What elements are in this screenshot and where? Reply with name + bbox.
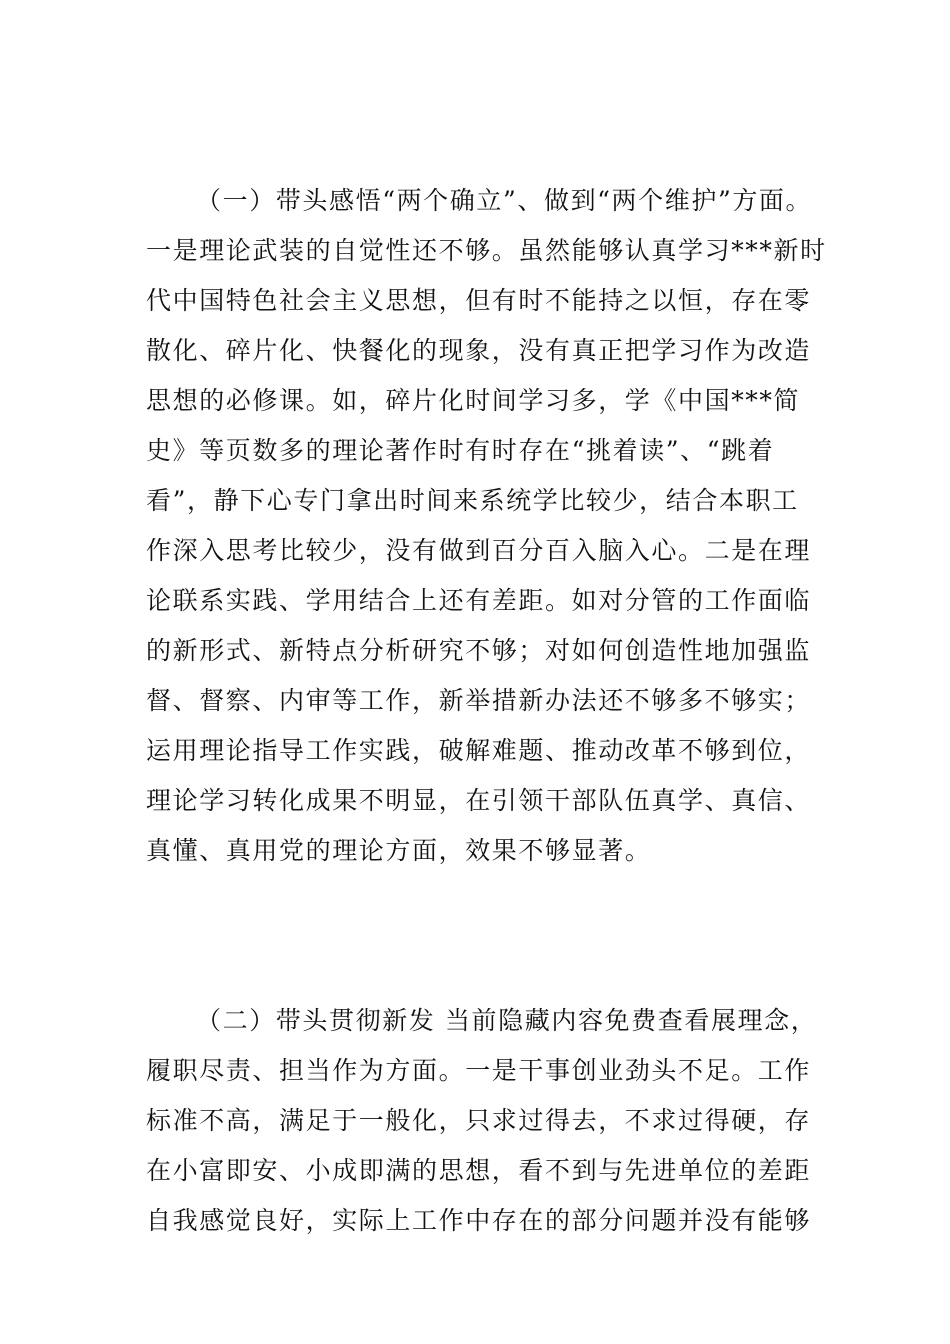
section-2-heading-line: （二）带头贯彻新发 当前隐藏内容免费查看展理念，	[196, 1006, 818, 1035]
paragraph-line: 散化、碎片化、快餐化的现象，没有真正把学习作为改造	[146, 336, 812, 365]
section-1-heading-line: （一）带头感悟“两个确立”、做到“两个维护”方面。	[196, 186, 813, 215]
paragraph-line: 自我感觉良好，实际上工作中存在的部分问题并没有能够	[146, 1206, 812, 1235]
paragraph-line: 在小富即安、小成即满的思想，看不到与先进单位的差距	[146, 1156, 812, 1185]
paragraph-line: 的新形式、新特点分析研究不够；对如何创造性地加强监	[146, 636, 812, 665]
paragraph-line: 看”，静下心专门拿出时间来系统学比较少，结合本职工	[146, 486, 799, 515]
paragraph-line: 代中国特色社会主义思想，但有时不能持之以恒，存在零	[146, 286, 812, 315]
paragraph-line: 理论学习转化成果不明显，在引领干部队伍真学、真信、	[146, 786, 812, 815]
paragraph-line: 一是理论武装的自觉性还不够。虽然能够认真学习***新时	[146, 236, 827, 265]
paragraph-line: 履职尽责、担当作为方面。一是干事创业劲头不足。工作	[146, 1056, 812, 1085]
paragraph-line: 论联系实践、学用结合上还有差距。如对分管的工作面临	[146, 586, 812, 615]
paragraph-line: 真懂、真用党的理论方面，效果不够显著。	[146, 836, 652, 865]
paragraph-line: 督、督察、内审等工作，新举措新办法还不够多不够实；	[146, 686, 812, 715]
paragraph-line: 标准不高，满足于一般化，只求过得去，不求过得硬，存	[146, 1106, 812, 1135]
paragraph-line: 史》等页数多的理论著作时有时存在“挑着读”、“跳着	[146, 436, 775, 465]
paragraph-line: 运用理论指导工作实践，破解难题、推动改革不够到位，	[146, 736, 812, 765]
paragraph-line: 思想的必修课。如，碎片化时间学习多，学《中国***简	[146, 386, 801, 415]
paragraph-line: 作深入思考比较少，没有做到百分百入脑入心。二是在理	[146, 536, 812, 565]
